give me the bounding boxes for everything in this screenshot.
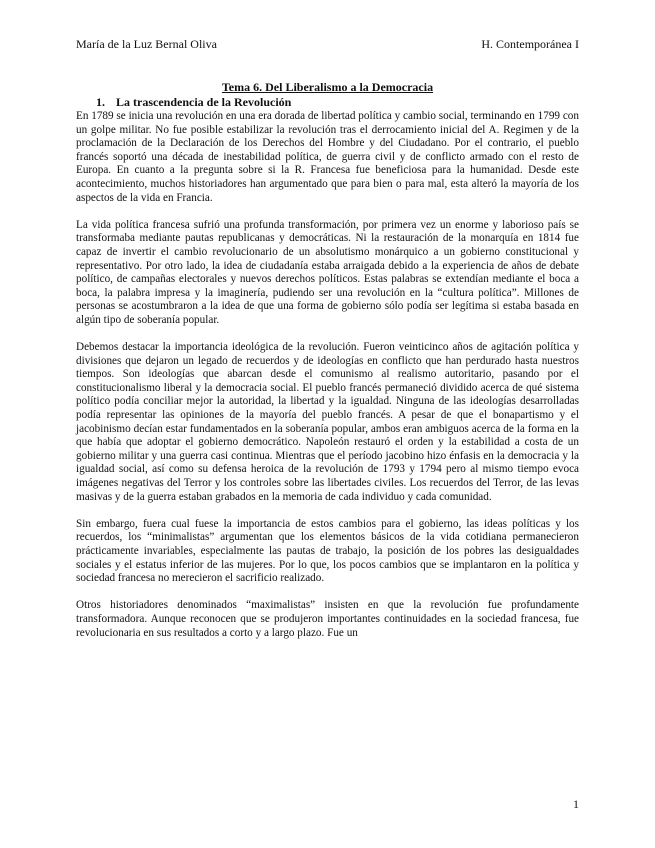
paragraph: Debemos destacar la importancia ideológica de la revolución. Fueron veinticinco años de agitación política y divisiones que dejaron un legado de recuerdos y de ideologías en conflicto que han perdurado hasta nuestros tiempos. Son ideologías que abarcan desde el comunismo al realismo autoritario, pasando por el constitucionalismo liberal y la democracia social. El pueblo francés permaneció dividido acerca de qué sistema político podía conciliar mejor la autoridad, la libertad y la igualdad. Ninguna de las ideologías desarrolladas podía representar las opiniones de la mayoría del pueblo francés. A pesar de que el bonapartismo y el jacobinismo decían estar fundamentados en la soberanía popular, ambos eran ambiguos acerca de la forma en la que había que adoptar el gobierno democrático. Napoleón restauró el orden y la estabilidad a costa de un gobierno militar y una guerra casi continua. Mientras que el período jacobino hizo énfasis en la democracia y la igualdad social, así como su defensa heroica de la revolución de 1793 y 1794 pero al mismo tiempo evoca imágenes negativas del Terror y los controles sobre las libertades civiles. Los recuerdos del Terror, de las levas masivas y de la guerra estaban grabados en la memoria de cada individuo y cada comunidad. [76, 341, 579, 503]
paragraph: En 1789 se inicia una revolución en una era dorada de libertad política y cambio social, terminando en 1799 con un golpe militar. No fue posible estabilizar la revolución tras el derrocamiento inicial del A. Regimen y de la proclamación de la Declaración de los Derechos del Hombre y del Ciudadano. Por el contrario, el pueblo francés soportó una década de inestabilidad política, de guerra civil y de conflicto armado con el resto de Europa. En cuanto a la pregunta sobre si la R. Francesa fue beneficiosa para la humanidad. Desde este acontecimiento, muchos historiadores han argumentado que para bien o para mal, esta alteró la mayoría de los aspectos de la vida en Francia. [76, 110, 579, 204]
paragraph: Otros historiadores denominados “maximalistas” insisten en que la revolución fue profundamente transformadora. Aunque reconocen que se produjeron importantes continuidades en la sociedad francesa, fue revolucionaria en sus resultados a corto y a largo plazo. Fue un [76, 599, 579, 639]
page-header [76, 37, 579, 51]
paragraph: Sin embargo, fuera cual fuese la importancia de estos cambios para el gobierno, las ideas políticas y los recuerdos, los “minimalistas” argumentan que los elementos básicos de la vida cotidiana permanecieron prácticamente invariables, especialmente las pautas de trabajo, la posición de los pobres las desigualdades sociales y el estatus inferior de las mujeres. Por lo que, los pocos cambios que se implantaron en la política y sociedad francesa no merecieron el sacrificio realizado. [76, 517, 579, 585]
section-number: 1. [96, 95, 105, 109]
section-title: La trascendencia de la Revolución [116, 95, 292, 109]
section-heading [96, 95, 291, 109]
document-title: Tema 6. Del Liberalismo a la Democracia [221, 80, 434, 94]
author-name: María de la Luz Bernal Oliva [76, 37, 217, 51]
page-number: 1 [573, 797, 579, 811]
paragraph: La vida política francesa sufrió una profunda transformación, por primera vez un enorme y laborioso país se transformaba mediante pautas republicanas y democráticas. Ni la restauración de la monarquía en 1814 fue capaz de invertir el cambio revolucionario de un absolutismo monárquico a un gobierno constitucional y representativo. Por otro lado, la idea de ciudadanía estaba arraigada debido a la experiencia de años de debate político, de campañas electorales y nuevos derechos políticos. Estas palabras se extendían mediante el boca a boca, la palabra impresa y la imaginería, pudiendo ser una revolución en la “cultura política”. Millones de personas se acostumbraron a la idea de que una forma de gobierno sólo podía ser legítima si estaba basada en algún tipo de soberanía popular. [76, 218, 579, 326]
body-text [76, 110, 579, 640]
course-name: H. Contemporánea I [481, 37, 579, 51]
